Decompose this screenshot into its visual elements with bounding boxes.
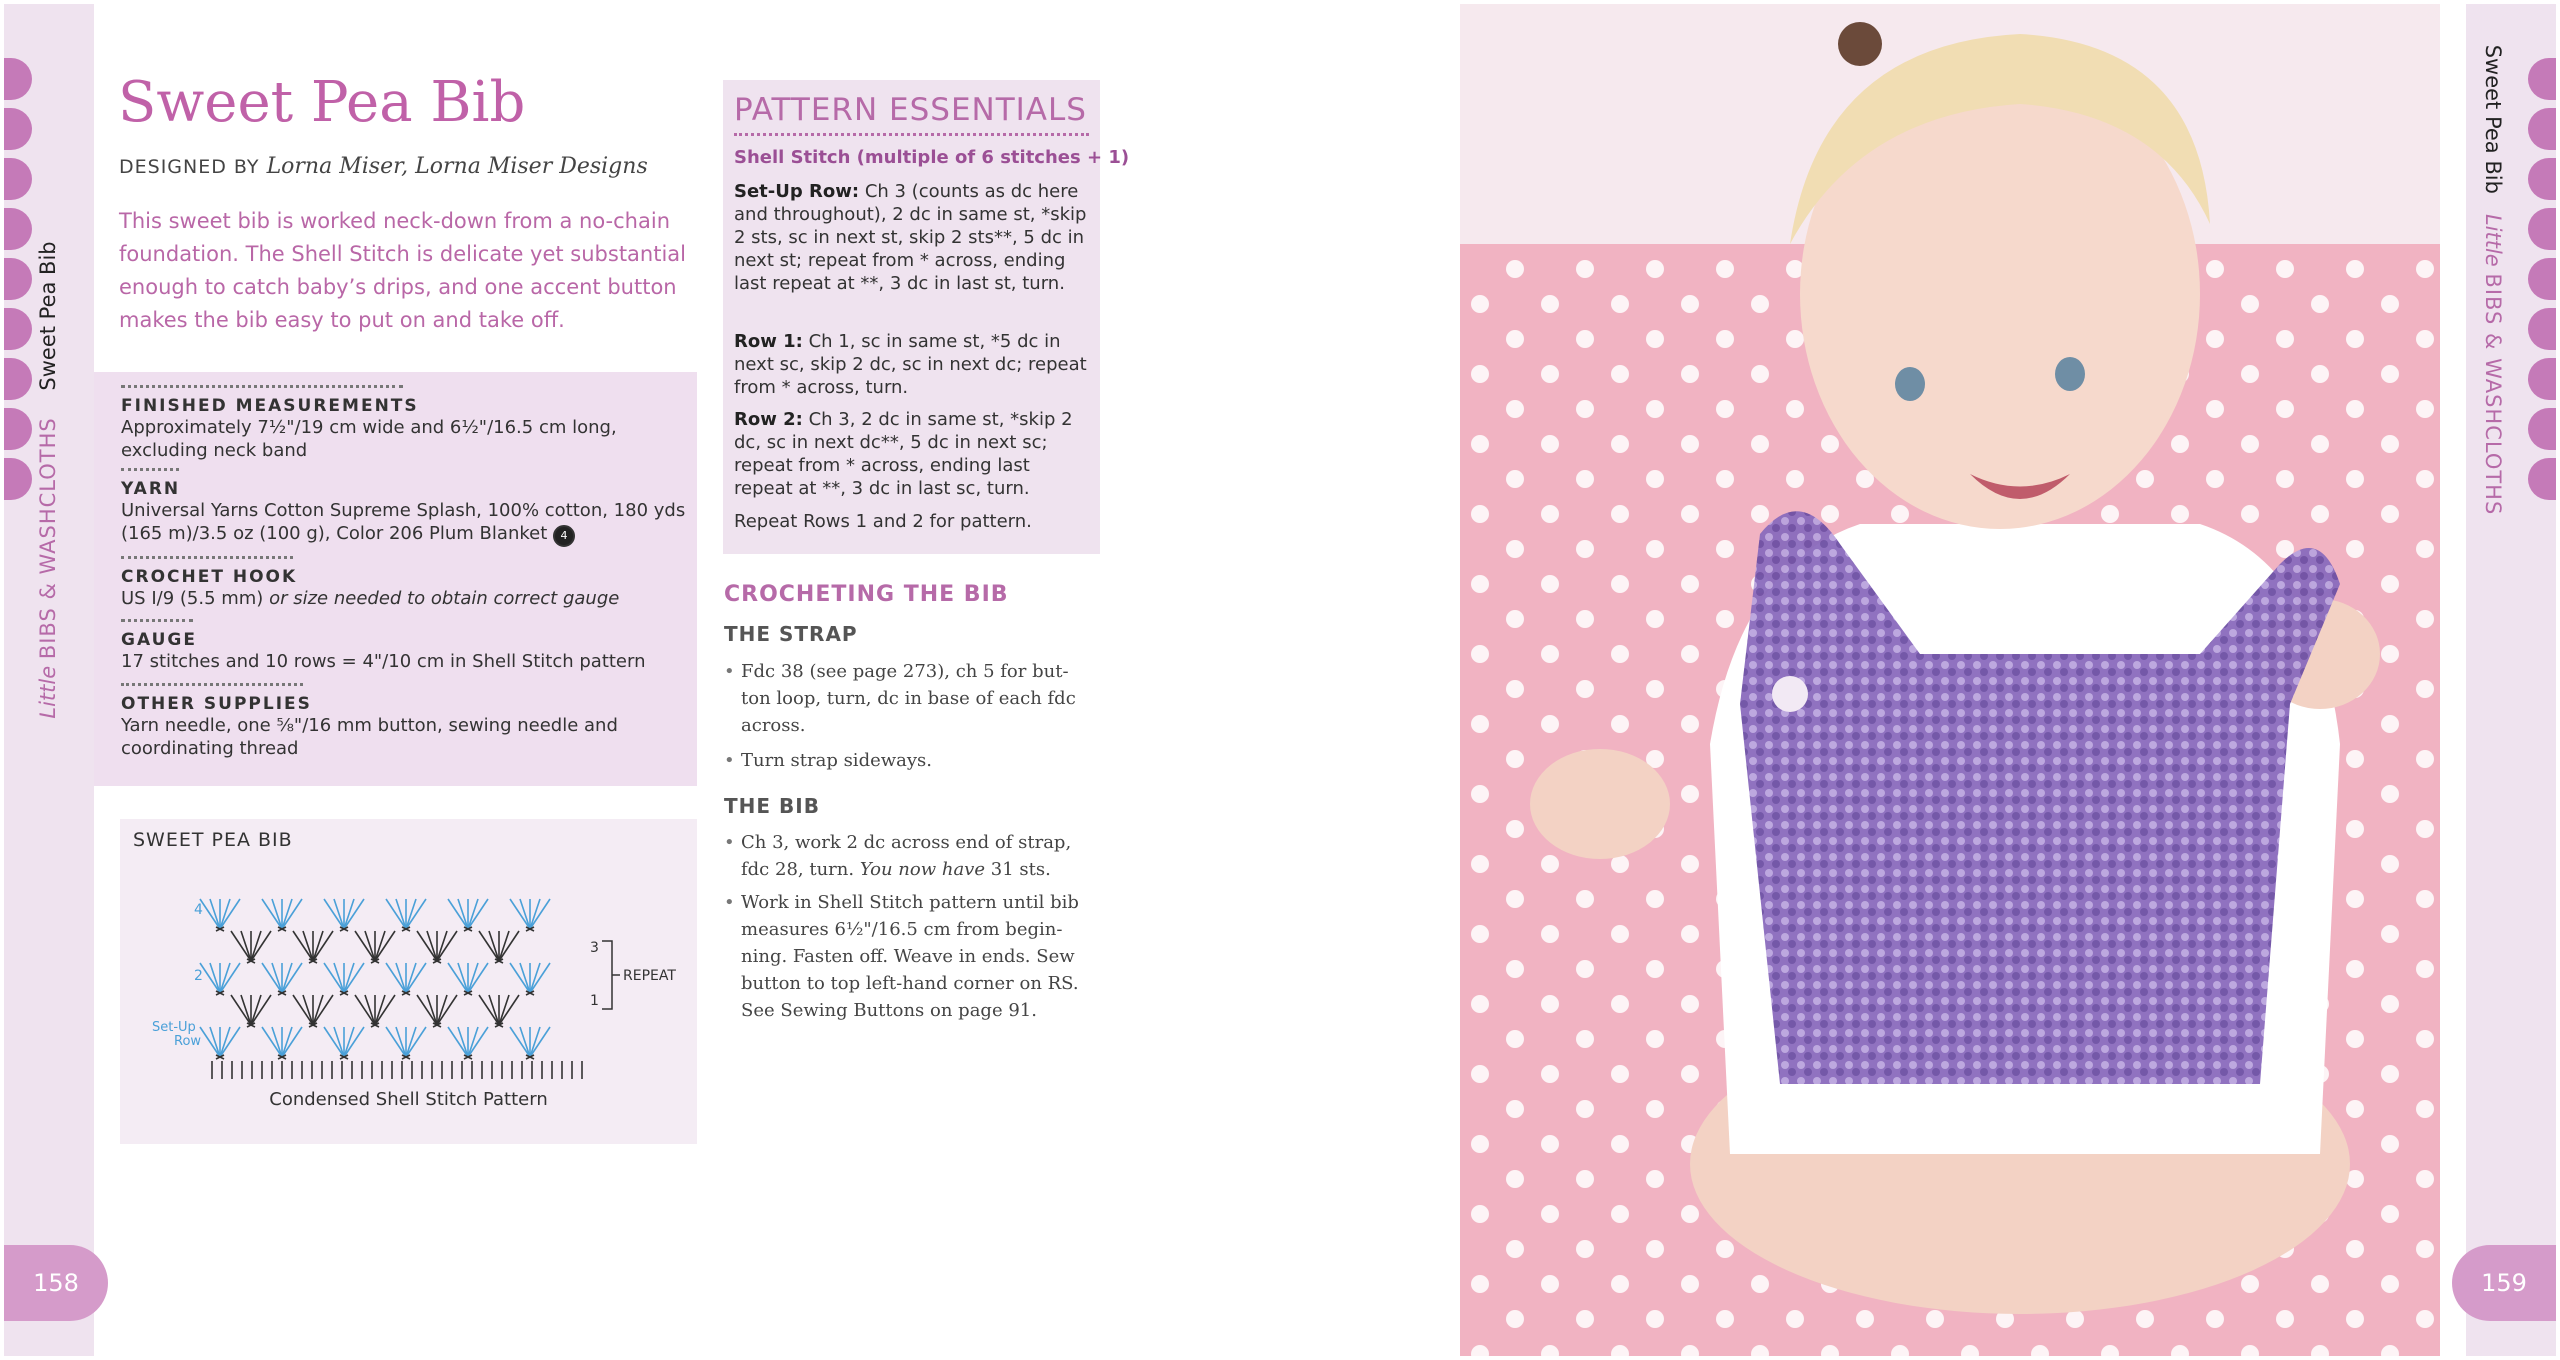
baby-left-hand (1530, 749, 1670, 859)
shell-stitch-stroke (530, 899, 540, 929)
designer-line (119, 154, 648, 179)
shell-stitch-stroke (520, 963, 530, 993)
shell-stitch-stroke (530, 899, 550, 929)
stitch-rows (200, 899, 582, 1079)
margin-scallop (2528, 158, 2556, 200)
shell-stitch-stroke (334, 899, 344, 929)
shell-stitch-stroke (344, 963, 364, 993)
section-name: BIBS & WASHCLOTHS (2481, 273, 2505, 516)
shell-stitch-stroke (251, 995, 271, 1025)
shell-stitch-stroke (468, 963, 488, 993)
margin-scallop (2528, 408, 2556, 450)
shell-stitch-stroke (458, 963, 468, 993)
shell-stitch-stroke (406, 899, 426, 929)
shell-stitch-stroke (468, 1027, 478, 1057)
shell-stitch-stroke (324, 963, 344, 993)
shell-stitch-stroke (282, 899, 302, 929)
shell-stitch-stroke (448, 899, 468, 929)
instruction-text: Repeat Rows 1 and 2 for pattern. (734, 511, 1032, 532)
shell-stitch-stroke (251, 995, 261, 1025)
section-name: BIBS & WASHCLOTHS (36, 417, 60, 660)
shell-stitch-stroke (365, 931, 375, 961)
shell-stitch-stroke (437, 995, 457, 1025)
margin-scallop (4, 58, 32, 100)
strap-step-1: • Fdc 38 (see page 273), ch 5 for but-ton loop, turn, dc in base of each fdc across. (724, 658, 1079, 739)
shell-stitch-stroke (251, 931, 261, 961)
shell-stitch-stroke (530, 963, 550, 993)
spec-finished-measurements (121, 385, 691, 462)
row-label-4: 4 (194, 902, 203, 918)
divider (121, 683, 303, 690)
shell-stitch-stroke (458, 1027, 468, 1057)
spec-other-supplies (121, 683, 691, 760)
designer-name: Lorna Miser, Lorna Miser Designs (266, 154, 648, 179)
margin-scallop (2528, 108, 2556, 150)
shell-stitch-stroke (324, 899, 344, 929)
shell-stitch-stroke (344, 1027, 354, 1057)
shell-stitch-stroke (313, 995, 333, 1025)
bib-step-italic: You now have (859, 859, 986, 880)
page-title: Sweet Pea Bib (118, 70, 526, 135)
essentials-title: PATTERN ESSENTIALS (734, 92, 1087, 128)
spec-heading: FINISHED MEASUREMENTS (121, 396, 419, 416)
margin-scallop (2528, 208, 2556, 250)
shell-stitch-stroke (251, 931, 271, 961)
shell-stitch-stroke (272, 899, 282, 929)
specs-panel (94, 372, 697, 786)
shell-stitch-stroke (375, 931, 385, 961)
shell-stitch-stroke (272, 1027, 282, 1057)
shell-stitch-stroke (437, 931, 457, 961)
shell-stitch-stroke (510, 963, 530, 993)
instruction-text: Ch 3 (counts as dc here and throughout), 2 dc in same st, *skip 2 sts, sc in next st, skip 2 sts**, 5 dc in next st; repeat from * across, ending last repeat at **, 3 dc in last st, turn. (734, 181, 1087, 294)
spec-heading: OTHER SUPPLIES (121, 694, 312, 714)
margin-scallop (4, 358, 32, 400)
shell-stitch-stroke (468, 1027, 488, 1057)
shell-stitch-stroke (448, 963, 468, 993)
shell-stitch-stroke (262, 963, 282, 993)
shell-stitch-stroke (220, 1027, 230, 1057)
shell-stitch-stroke (375, 931, 395, 961)
setup-row-instruction (734, 180, 1092, 295)
margin-scallop (4, 308, 32, 350)
baby-eye (1895, 367, 1925, 401)
shell-stitch-stroke (313, 931, 323, 961)
shell-stitch-stroke (282, 963, 302, 993)
shell-stitch-stroke (365, 995, 375, 1025)
margin-scallop (4, 208, 32, 250)
shell-stitch-stroke (241, 931, 251, 961)
shell-stitch-stroke (324, 1027, 344, 1057)
margin-scallop (2528, 258, 2556, 300)
shell-stitch-stroke (406, 899, 416, 929)
bib-step-text: 31 sts. (990, 859, 1051, 880)
essentials-subtitle: Shell Stitch (multiple of 6 stitches + 1) (734, 147, 1130, 168)
shell-stitch-stroke (200, 899, 220, 929)
shell-stitch-stroke (220, 899, 240, 929)
shell-stitch-stroke (427, 995, 437, 1025)
shell-stitch-stroke (231, 931, 251, 961)
page-number-left: 158 (4, 1245, 108, 1321)
shell-stitch-stroke (375, 995, 395, 1025)
bib-step-text: Ch 3, work 2 dc across end of strap, fdc 28, turn. (741, 832, 1072, 880)
shell-stitch-stroke (220, 963, 240, 993)
row-label-setup: Set-Up (152, 1020, 196, 1035)
shell-stitch-stroke (272, 963, 282, 993)
shell-stitch-stroke (520, 1027, 530, 1057)
shell-stitch-stroke (220, 1027, 240, 1057)
section-script: Little (2481, 213, 2505, 267)
shell-stitch-stroke (396, 963, 406, 993)
shell-stitch-stroke (417, 931, 437, 961)
bib-step-1 (724, 829, 1079, 883)
section-title-crocheting: CROCHETING THE BIB (724, 582, 1009, 607)
row-label-row: Row (174, 1034, 202, 1049)
shell-stitch-stroke (200, 1027, 220, 1057)
spec-body: Approximately 7½"/19 cm wide and 6½"/16.5 cm long, excluding neck band (121, 417, 617, 461)
margin-scallop (2528, 358, 2556, 400)
spec-body: 17 stitches and 10 rows = 4"/10 cm in Shell Stitch pattern (121, 651, 646, 672)
shell-stitch-stroke (530, 1027, 540, 1057)
shell-stitch-stroke (386, 899, 406, 929)
shell-stitch-stroke (200, 963, 220, 993)
shell-stitch-stroke (406, 963, 416, 993)
instruction-text: Ch 1, sc in same st, *5 dc in next sc, skip 2 dc, sc in next dc; repeat from * across, turn. (734, 331, 1087, 398)
shell-stitch-stroke (468, 963, 478, 993)
shell-stitch-stroke (293, 931, 313, 961)
shell-stitch-stroke (489, 931, 499, 961)
shell-stitch-stroke (344, 899, 364, 929)
shell-stitch-stroke (386, 963, 406, 993)
shell-stitch-stroke (396, 899, 406, 929)
instruction-text: Ch 3, 2 dc in same st, *skip 2 dc, sc in next dc**, 5 dc in next sc; repeat from * across, ending last repeat at **, 3 dc in last sc, turn. (734, 409, 1073, 499)
shell-stitch-stroke (313, 995, 323, 1025)
margin-scallop (4, 408, 32, 450)
margin-scallop (4, 158, 32, 200)
shell-stitch-stroke (303, 931, 313, 961)
shell-stitch-stroke (355, 931, 375, 961)
spec-body (121, 499, 691, 547)
shell-stitch-stroke (406, 1027, 426, 1057)
bib-heading: THE BIB (724, 794, 820, 818)
spec-body: Yarn needle, one ⅝"/16 mm button, sewing needle and coordinating thread (121, 715, 618, 759)
chart-caption: Condensed Shell Stitch Pattern (269, 1089, 548, 1110)
shell-stitch-stroke (468, 899, 478, 929)
spec-heading: GAUGE (121, 630, 197, 650)
running-title: Sweet Pea Bib (36, 241, 60, 391)
shell-stitch-stroke (499, 931, 519, 961)
strap-step-2: • Turn strap sideways. (724, 747, 1079, 774)
baby-photo-illustration (1460, 4, 2440, 1356)
spec-body-text: US I/9 (5.5 mm) (121, 588, 264, 609)
shell-stitch-stroke (427, 931, 437, 961)
shell-stitch-stroke (220, 899, 230, 929)
running-head-right (2481, 45, 2505, 516)
shell-stitch-stroke (334, 1027, 344, 1057)
instruction-label: Row 1: (734, 331, 803, 352)
stitch-chart-panel (120, 819, 697, 1144)
divider (121, 619, 193, 626)
shell-stitch-stroke (530, 963, 540, 993)
bib-step-2: • Work in Shell Stitch pattern until bib measures 6½"/16.5 cm from begin-ning. Fasten off. Weave in ends. Sew button to top left-hand corner on RS. See Sewing Buttons on page 91. (724, 889, 1079, 1024)
bib-button (1772, 676, 1808, 712)
shell-stitch-stroke (417, 995, 437, 1025)
baby-eye (2055, 357, 2085, 391)
row2-instruction (734, 408, 1092, 500)
shell-stitch-stroke (458, 899, 468, 929)
shell-stitch-stroke (468, 899, 488, 929)
shell-stitch-stroke (303, 995, 313, 1025)
margin-scallop (2528, 58, 2556, 100)
margin-scallop (2528, 458, 2556, 500)
shell-stitch-stroke (386, 1027, 406, 1057)
row-label-2: 2 (194, 968, 203, 984)
section-script: Little (36, 665, 60, 719)
spec-gauge (121, 619, 691, 673)
shell-stitch-stroke (344, 963, 354, 993)
shell-stitch-stroke (210, 899, 220, 929)
shell-stitch-stroke (355, 995, 375, 1025)
shell-stitch-stroke (448, 1027, 468, 1057)
shell-stitch-stroke (479, 931, 499, 961)
repeat-label: REPEAT (623, 968, 676, 984)
running-head-left (36, 241, 60, 718)
chart-title: SWEET PEA BIB (133, 829, 293, 851)
spec-heading: YARN (121, 479, 181, 499)
shell-stitch-stroke (499, 931, 509, 961)
shell-stitch-stroke (282, 963, 292, 993)
spec-body (121, 587, 691, 610)
spec-yarn (121, 468, 691, 547)
margin-scallop (4, 108, 32, 150)
spec-heading: CROCHET HOOK (121, 567, 298, 587)
row-label-3: 3 (590, 940, 599, 956)
shell-stitch-stroke (344, 899, 354, 929)
hair-tie (1838, 22, 1882, 66)
shell-stitch-stroke (489, 995, 499, 1025)
shell-stitch-stroke (406, 963, 426, 993)
shell-stitch-stroke (520, 899, 530, 929)
spec-body-italic: or size needed to obtain correct gauge (269, 588, 620, 609)
shell-stitch-stroke (406, 1027, 416, 1057)
margin-scallop (4, 258, 32, 300)
shell-stitch-stroke (313, 931, 333, 961)
shell-stitch-stroke (231, 995, 251, 1025)
shell-stitch-stroke (282, 1027, 302, 1057)
shell-stitch-stroke (262, 1027, 282, 1057)
shell-stitch-stroke (437, 931, 447, 961)
shell-stitch-stroke (282, 899, 292, 929)
shell-stitch-stroke (220, 963, 230, 993)
shell-stitch-stroke (210, 1027, 220, 1057)
right-page-margin (2466, 4, 2556, 1356)
divider (121, 556, 293, 563)
margin-scallop (2528, 308, 2556, 350)
shell-stitch-stroke (344, 1027, 364, 1057)
spec-crochet-hook (121, 556, 691, 610)
designed-by-label: DESIGNED BY (119, 156, 260, 178)
shell-stitch-stroke (375, 995, 385, 1025)
shell-stitch-stroke (396, 1027, 406, 1057)
stitch-chart-diagram (150, 869, 680, 1079)
shell-stitch-stroke (499, 995, 519, 1025)
row-label-1: 1 (590, 993, 599, 1009)
margin-scallop (4, 458, 32, 500)
shell-stitch-stroke (530, 1027, 550, 1057)
instruction-label: Row 2: (734, 409, 803, 430)
strap-heading: THE STRAP (724, 622, 858, 646)
baby-photo (1460, 4, 2440, 1356)
divider (734, 133, 1089, 136)
pattern-essentials-panel (723, 80, 1130, 554)
repeat-instruction (734, 510, 1092, 533)
shell-stitch-stroke (282, 1027, 292, 1057)
shell-stitch-stroke (210, 963, 220, 993)
divider (121, 385, 403, 392)
shell-stitch-stroke (293, 995, 313, 1025)
divider (121, 468, 179, 475)
shell-stitch-stroke (479, 995, 499, 1025)
yarn-weight-icon: 4 (553, 525, 575, 547)
shell-stitch-stroke (510, 1027, 530, 1057)
running-title: Sweet Pea Bib (2481, 44, 2505, 194)
shell-stitch-stroke (510, 899, 530, 929)
shell-stitch-stroke (499, 995, 509, 1025)
spec-body-text: Universal Yarns Cotton Supreme Splash, 100% cotton, 180 yds (165 m)/3.5 oz (100 g), Color 206 Plum Blanket (121, 500, 686, 544)
repeat-bracket (602, 941, 620, 1009)
intro-paragraph: This sweet bib is worked neck-down from a no-chain foundation. The Shell Stitch is delicate yet substantial enough to catch baby’s drips, and one accent button makes the bib easy to put on and take off. (119, 209, 687, 332)
page-number-right: 159 (2452, 1245, 2556, 1321)
row1-instruction (734, 330, 1092, 399)
shell-stitch-stroke (262, 899, 282, 929)
shell-stitch-stroke (437, 995, 447, 1025)
shell-stitch-stroke (241, 995, 251, 1025)
shell-stitch-stroke (334, 963, 344, 993)
instruction-label: Set-Up Row: (734, 181, 860, 202)
